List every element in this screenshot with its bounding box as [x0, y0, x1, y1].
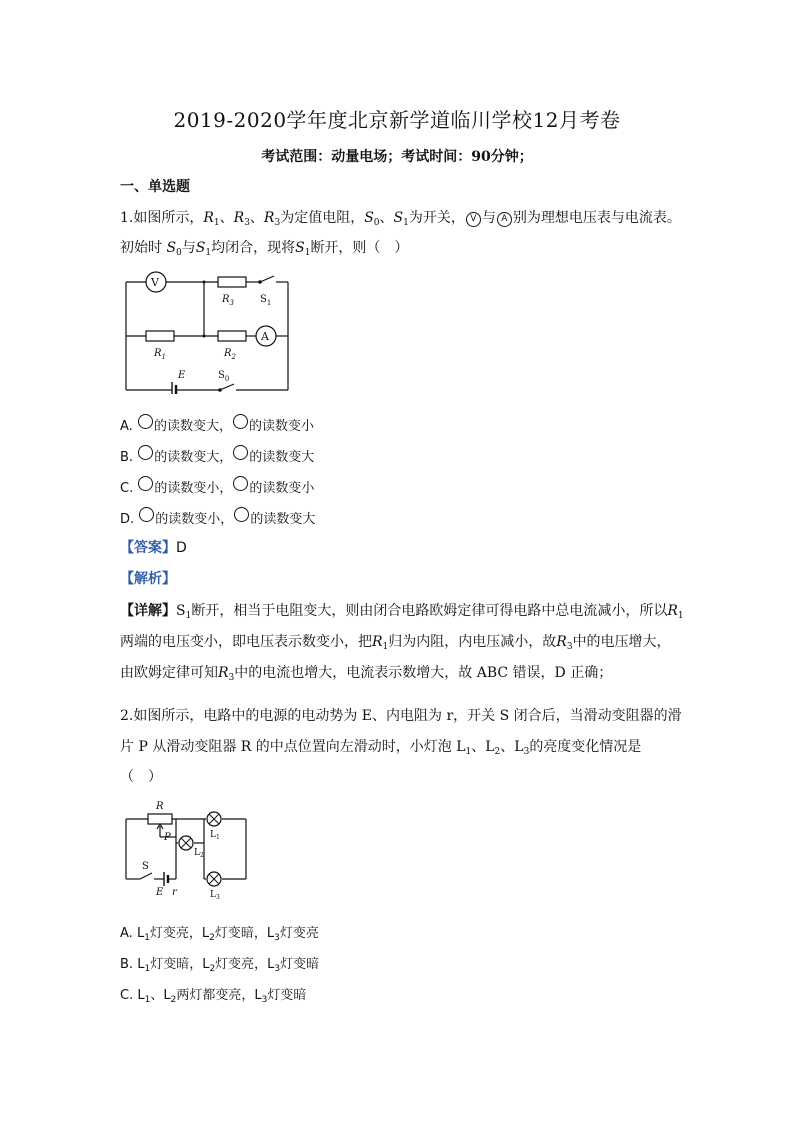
voltmeter-icon	[138, 476, 153, 491]
text: 的读数变大，	[153, 419, 232, 434]
text: 断开，则（ ）	[310, 240, 409, 256]
var: R	[233, 210, 245, 226]
text: 的读数变小，	[154, 481, 233, 496]
ammeter-icon	[233, 414, 248, 429]
var: R	[203, 210, 214, 226]
exam-subtitle: 考试范围：动量电场；考试时间：90分钟；	[261, 149, 533, 165]
text: 由欧姆定律可知	[120, 665, 218, 681]
sub: 1	[144, 995, 151, 1005]
voltmeter-icon	[138, 414, 153, 429]
q1-option-c[interactable]	[120, 476, 314, 499]
text: 片 P 从滑动变阻器 R 的中点位置向左滑动时，小灯泡 L	[120, 739, 466, 755]
ammeter-icon	[234, 507, 249, 522]
s0-label: $S_0$	[218, 370, 230, 383]
q1-detail-line-1	[120, 601, 684, 626]
sub: 3	[523, 747, 530, 757]
text: 灯变暗	[267, 988, 307, 1003]
q2-stem-line-3: （ ）	[120, 769, 162, 785]
q2-option-b[interactable]	[120, 955, 319, 979]
ammeter-icon	[233, 445, 248, 460]
q2-option-c[interactable]	[120, 986, 306, 1010]
text: 灯变暗，L	[150, 957, 210, 972]
var: S	[166, 240, 177, 256]
voltmeter-icon	[139, 507, 154, 522]
sub: 1	[403, 218, 409, 228]
r2-label: $R_2$	[224, 348, 236, 361]
text: 、	[219, 210, 234, 226]
sub: 1	[144, 933, 150, 943]
sub: 1	[465, 747, 472, 757]
text: 均闭合，现将	[211, 240, 296, 256]
text: 两端的电压变小，即电压表示数变小，把	[120, 634, 372, 650]
sub: 3	[274, 933, 280, 943]
ammeter-label: A	[261, 330, 269, 343]
text: 的读数变大	[250, 512, 316, 527]
text: 与	[181, 240, 196, 256]
text: 、L	[150, 988, 171, 1003]
text: 灯变亮，L	[215, 957, 275, 972]
exam-title: 2019-2020学年度北京新学道临川学校12月考卷	[173, 108, 621, 132]
var: R	[556, 634, 567, 650]
analysis-tag: 【解析】	[120, 571, 176, 587]
text: 初始时	[120, 240, 167, 256]
q1-analysis-heading	[120, 569, 176, 589]
battery-label: E	[178, 370, 186, 381]
internal-r-label: r	[172, 887, 177, 898]
sub: 1	[144, 964, 151, 974]
var: S	[295, 240, 305, 256]
detail-tag: 【详解】	[120, 603, 176, 619]
text: 1.如图所示，	[120, 210, 204, 226]
q1-stem-line-2	[120, 238, 408, 263]
var: R	[218, 665, 229, 681]
text: 别为理想电压表与电流表。	[512, 210, 681, 226]
var: S	[195, 240, 206, 256]
voltmeter-icon	[138, 445, 153, 460]
sub: 0	[176, 248, 182, 258]
voltmeter-label: V	[151, 276, 159, 289]
sub: 1	[677, 611, 684, 621]
answer-value: D	[176, 540, 187, 556]
switch-label: S	[142, 861, 149, 872]
text: L	[137, 988, 145, 1003]
sub: 2	[494, 747, 501, 757]
sub: 3	[274, 218, 281, 228]
q1-circuit-diagram	[118, 266, 294, 394]
section-heading: 一、单选题	[120, 179, 190, 195]
text: 、L	[471, 739, 495, 755]
q2-option-a[interactable]	[120, 924, 319, 948]
text: 的读数变大	[249, 450, 315, 465]
ammeter-icon	[233, 476, 248, 491]
q1-detail-line-2	[120, 632, 671, 657]
option-label: D.	[120, 512, 135, 527]
option-label: B.	[120, 450, 134, 465]
var: R	[263, 210, 275, 226]
r3-label: $R_3$	[222, 294, 234, 307]
q1-option-b[interactable]	[120, 445, 314, 468]
q1-option-a[interactable]	[120, 414, 314, 437]
sub: 2	[209, 933, 215, 943]
s1-label: $S_1$	[260, 294, 272, 307]
text: 、L	[500, 739, 524, 755]
l3-label: $L_3$	[210, 890, 220, 901]
sub: 1	[205, 248, 212, 258]
sub: 2	[170, 995, 177, 1005]
text: 两灯都变亮，L	[176, 988, 262, 1003]
text: 与	[481, 210, 496, 226]
text: 灯变亮，L	[149, 926, 210, 941]
text: 为定值电阻，	[280, 210, 365, 226]
sub: 3	[228, 673, 235, 683]
q2-circuit-diagram	[118, 797, 252, 907]
text: 灯变暗	[280, 957, 320, 972]
sub: 3	[261, 995, 268, 1005]
q2-stem-line-2	[120, 737, 641, 762]
r1-label: $R_1$	[154, 348, 166, 361]
text: 、	[379, 210, 394, 226]
text: 灯变亮	[279, 926, 319, 941]
ammeter-icon: A	[497, 212, 512, 227]
text: 的读数变大，	[154, 450, 233, 465]
text: L	[136, 926, 145, 941]
text: 、	[249, 210, 264, 226]
sub: 2	[209, 964, 216, 974]
option-label: A.	[120, 926, 133, 941]
var: S	[393, 210, 404, 226]
option-label: C.	[120, 481, 134, 496]
answer-tag: 【答案】	[120, 540, 176, 556]
sub: 3	[566, 642, 573, 652]
voltmeter-icon: V	[466, 212, 481, 227]
q1-stem-line-1	[120, 208, 681, 233]
l2-label: $L_2$	[194, 848, 204, 859]
l1-label: $L_1$	[210, 830, 220, 841]
text: 断开，相当于电阻变大，则由闭合电路欧姆定律可得电路中总电流减小，所以	[191, 603, 668, 619]
text: 归为内阻，内电压减小，故	[388, 634, 557, 650]
sub: 1	[382, 642, 389, 652]
sub: 0	[373, 218, 380, 228]
text: 为开关，	[408, 210, 465, 226]
q1-answer	[120, 538, 187, 558]
option-label: B.	[120, 957, 134, 972]
text: 中的电压增大，	[572, 634, 671, 650]
var: R	[372, 634, 383, 650]
emf-label: E	[156, 887, 164, 898]
slider-label: P	[164, 832, 171, 843]
sub: 1	[185, 611, 192, 621]
sub: 1	[213, 218, 220, 228]
rheostat-label: R	[156, 801, 164, 812]
text: 灯变暗，L	[214, 926, 275, 941]
text: 的亮度变化情况是	[529, 739, 642, 755]
q1-detail-line-3	[120, 663, 612, 688]
q2-stem-line-1: 2.如图所示，电路中的电源的电动势为 E、内电阻为 r，开关 S 闭合后，当滑动变阻器的滑	[120, 708, 682, 724]
text: 的读数变小	[249, 481, 315, 496]
var: R	[667, 603, 678, 619]
option-label: A.	[120, 419, 133, 434]
sub: 3	[244, 218, 250, 228]
text: 的读数变小	[248, 419, 314, 434]
option-label: C.	[120, 988, 134, 1003]
q1-option-d[interactable]	[120, 507, 315, 530]
sub: 3	[274, 964, 281, 974]
sub: 1	[304, 248, 311, 258]
text: 的读数变小，	[155, 512, 234, 527]
var: S	[176, 603, 186, 619]
text: 中的电流也增大，电流表示数增大，故 ABC 错误，D 正确；	[234, 665, 613, 681]
var: S	[364, 210, 374, 226]
text: L	[137, 957, 145, 972]
